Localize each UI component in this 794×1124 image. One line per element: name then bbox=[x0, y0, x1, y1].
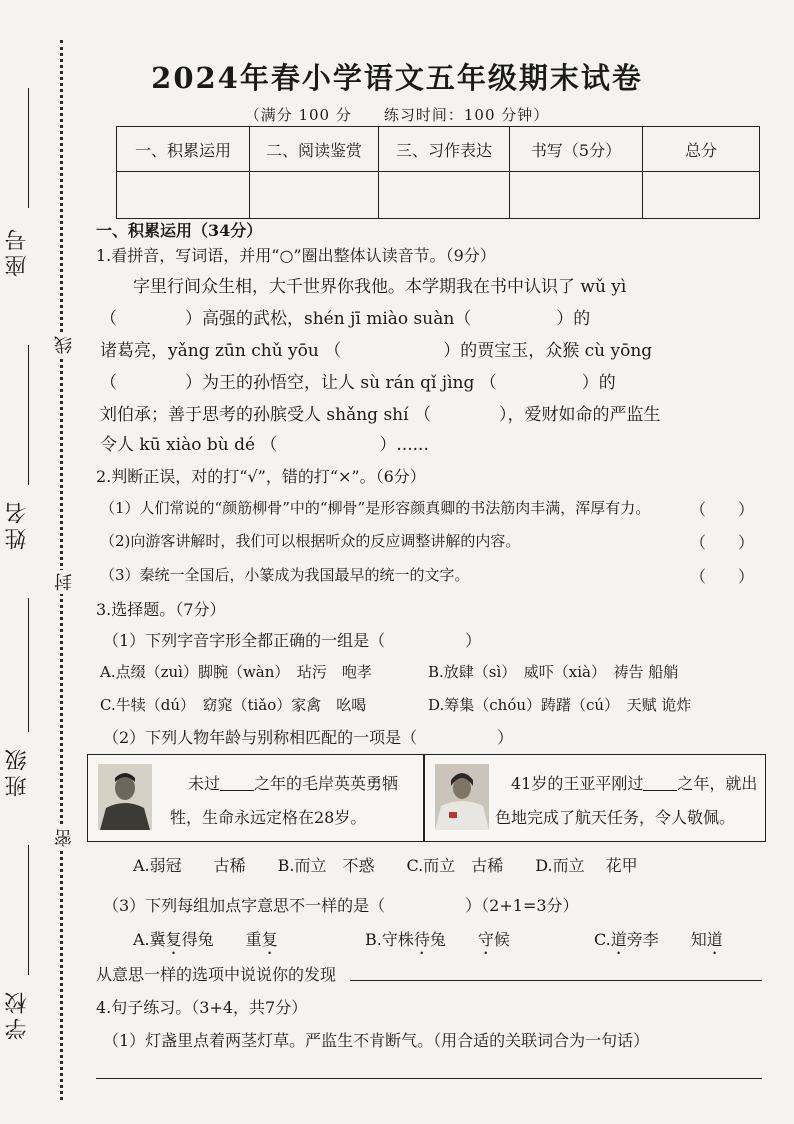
name-label: 姓名 bbox=[5, 498, 30, 550]
q2-answer-2[interactable]: （ ） bbox=[690, 533, 755, 552]
q3-sub2-options[interactable]: A.弱冠 古稀 B.而立 不惑 C.而立 古稀 D.而立 花甲 bbox=[133, 856, 638, 875]
score-header-2: 二、阅读鉴赏 bbox=[250, 127, 379, 172]
q1-line-5[interactable]: 刘伯承；善于思考的孙膑受人 shǎng shí （ ），爱财如命的严监生 bbox=[100, 405, 661, 425]
seat-number-label: 座号 bbox=[5, 225, 30, 277]
q1-line-6[interactable]: 令人 kū xiào bù dé （ ）...... bbox=[100, 435, 429, 455]
dotted-char: 复 bbox=[261, 930, 278, 949]
q3-sub3-option-a[interactable]: A.冀复得兔 重复 bbox=[133, 930, 278, 949]
section-heading: 一、积累运用（34分） bbox=[96, 221, 263, 240]
score-cell-2[interactable] bbox=[250, 172, 379, 219]
score-header-1: 一、积累运用 bbox=[117, 127, 250, 172]
q4-stem: 4.句子练习。（3+4，共7分） bbox=[96, 998, 308, 1017]
name-blank[interactable] bbox=[28, 345, 29, 485]
q3-option-d[interactable]: D.筹集（chóu）踌躇（cú） 天赋 诡炸 bbox=[428, 696, 692, 714]
q3-answer-line[interactable] bbox=[350, 980, 762, 981]
binding-char-seal: 封 bbox=[52, 570, 78, 594]
q2-answer-1[interactable]: （ ） bbox=[690, 500, 755, 519]
q1-line-2[interactable]: （ ）高强的武松，shén jī miào suàn（ ）的 bbox=[100, 309, 591, 329]
dotted-char: 守 bbox=[477, 930, 494, 949]
score-cell-4[interactable] bbox=[510, 172, 643, 219]
wang-yaping-photo bbox=[435, 764, 489, 830]
q3-sub3-option-c[interactable]: C.道旁李 知道 bbox=[594, 930, 723, 949]
q1-stem: 1.看拼音，写词语，并用“○”圈出整体认读音节。（9分） bbox=[96, 246, 496, 265]
score-header-4: 书写（5分） bbox=[510, 127, 643, 172]
q3-sub3[interactable]: （3）下列每组加点字意思不一样的是（ ）（2+1=3分） bbox=[103, 896, 579, 915]
score-cell-1[interactable] bbox=[117, 172, 250, 219]
q3-option-c[interactable]: C.牛犊（dú） 窈窕（tiǎo）家禽 吆喝 bbox=[100, 696, 367, 714]
dotted-char: 复 bbox=[165, 930, 182, 949]
q3-sub3-option-b[interactable]: B.守株待兔 守候 bbox=[365, 930, 510, 949]
q1-line-4[interactable]: （ ）为王的孙悟空，让人 sù rán qǐ jìng （ ）的 bbox=[100, 373, 616, 393]
q3-option-a[interactable]: A.点缀（zuì）脚腕（wàn） 玷污 咆孝 bbox=[100, 663, 372, 681]
q3-option-b[interactable]: B.放肆（sì） 威吓（xià） 祷告 船艄 bbox=[428, 663, 679, 681]
q2-stem: 2.判断正误，对的打“√”，错的打“×”。（6分） bbox=[96, 467, 426, 486]
page-title: 2024年春小学语文五年级期末试卷 bbox=[151, 61, 643, 95]
score-table bbox=[116, 126, 760, 219]
dotted-char: 待 bbox=[413, 930, 430, 949]
school-blank[interactable] bbox=[28, 845, 29, 975]
q2-item-2: （2)向游客讲解时，我们可以根据听众的反应调整讲解的内容。 bbox=[100, 532, 521, 550]
q4-answer-line[interactable] bbox=[96, 1078, 762, 1079]
pic1-text-1: 未过 bbox=[188, 774, 221, 793]
q3-sub1[interactable]: （1）下列字音字形全都正确的一组是（ ） bbox=[103, 631, 482, 650]
score-header-3: 三、习作表达 bbox=[379, 127, 510, 172]
school-label: 学校 bbox=[5, 988, 30, 1040]
dotted-char: 道 bbox=[706, 930, 723, 949]
mao-anying-photo bbox=[98, 764, 152, 830]
mao-anying-box bbox=[87, 754, 424, 842]
wang-yaping-box bbox=[424, 754, 766, 842]
pic1-blank[interactable] bbox=[220, 776, 254, 791]
pic2-text-3: 色地完成了航天任务，令人敬佩。 bbox=[495, 808, 736, 827]
q3-find-prompt: 从意思一样的选项中说说你的发现 bbox=[96, 965, 337, 984]
q2-answer-3[interactable]: （ ） bbox=[690, 567, 755, 586]
q1-line-3[interactable]: 诸葛亮，yǎng zūn chǔ yōu （ ）的贾宝玉，众猴 cù yōng bbox=[100, 341, 653, 361]
q2-item-3: （3）秦统一全国后，小篆成为我国最早的统一的文字。 bbox=[100, 566, 470, 584]
page-subtitle: （满分 100 分 练习时间：100 分钟） bbox=[244, 106, 550, 124]
pic1-text-3: 牲，生命永远定格在28岁。 bbox=[170, 808, 367, 827]
class-label: 班级 bbox=[5, 745, 30, 797]
q1-line-1: 字里行间众生相，大千世界你我他。本学期我在书中认识了 wǔ yì bbox=[133, 277, 627, 297]
score-cell-5[interactable] bbox=[643, 172, 760, 219]
score-header-5: 总分 bbox=[643, 127, 760, 172]
pic2-text-2: 之年，就出 bbox=[677, 774, 758, 793]
q3-sub2[interactable]: （2）下列人物年龄与别称相匹配的一项是（ ） bbox=[103, 728, 514, 747]
pic2-text-1: 41岁的王亚平刚过 bbox=[511, 774, 644, 793]
dotted-char: 道 bbox=[610, 930, 627, 949]
q2-item-1: （1）人们常说的“颜筋柳骨”中的“柳骨”是形容颜真卿的书法筋肉丰满，浑厚有力。 bbox=[100, 499, 651, 517]
q4-sub1: （1）灯盏里点着两茎灯草。严监生不肯断气。（用合适的关联词合为一句话） bbox=[103, 1031, 650, 1050]
pic1-text-2: 之年的毛岸英英勇牺 bbox=[254, 774, 399, 793]
pic2-blank[interactable] bbox=[643, 776, 677, 791]
score-cell-3[interactable] bbox=[379, 172, 510, 219]
binding-char-line: 线 bbox=[52, 333, 78, 357]
q3-stem: 3.选择题。（7分） bbox=[96, 600, 226, 619]
class-blank[interactable] bbox=[28, 598, 29, 732]
binding-char-secret: 密 bbox=[52, 826, 78, 850]
